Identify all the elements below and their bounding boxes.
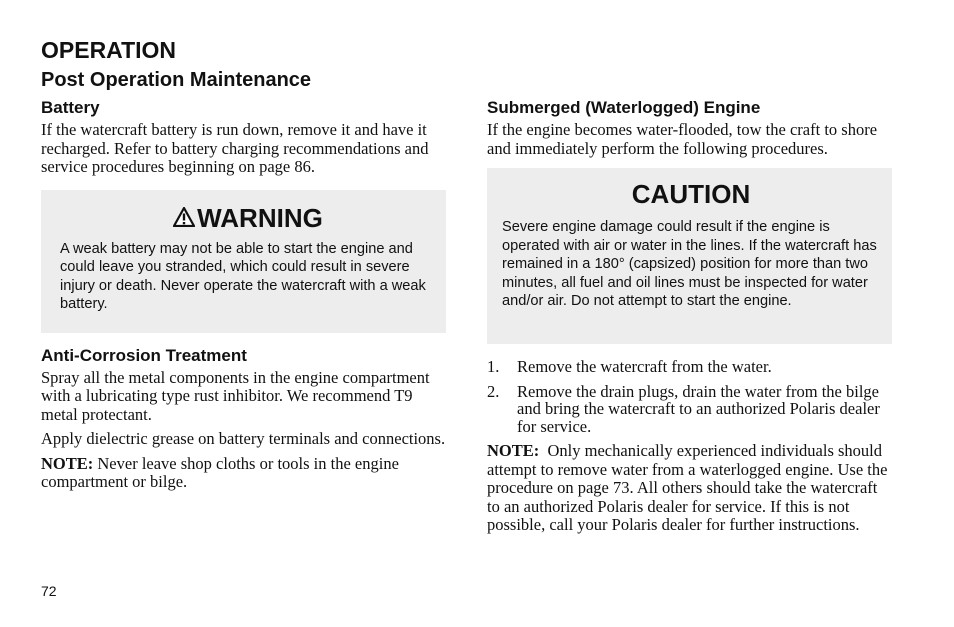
anti-corrosion-para-2: Apply dielectric grease on battery terminals and connections. bbox=[41, 429, 446, 448]
page-subtitle: Post Operation Maintenance bbox=[41, 69, 312, 91]
battery-heading: Battery bbox=[41, 98, 100, 117]
section-title: OPERATION bbox=[41, 37, 177, 63]
step-text: Remove the drain plugs, drain the water from the bilge and bring the watercraft to an authorized Polaris dealer for service. bbox=[517, 381, 880, 436]
page-number: 72 bbox=[41, 583, 57, 599]
note-label: NOTE: bbox=[41, 453, 94, 473]
note-label: NOTE: bbox=[487, 441, 540, 460]
warning-title-text: WARNING bbox=[197, 202, 323, 233]
warning-title bbox=[60, 202, 436, 234]
anti-corrosion-heading: Anti-Corrosion Treatment bbox=[41, 345, 247, 365]
warning-box bbox=[41, 190, 446, 333]
submerged-text: If the engine becomes water-flooded, tow the craft to shore and immediately perform the following procedures. bbox=[487, 120, 878, 158]
anti-corrosion-note bbox=[41, 455, 447, 492]
right-column bbox=[487, 98, 893, 541]
warning-triangle-icon bbox=[173, 202, 195, 234]
procedure-steps bbox=[487, 358, 893, 435]
submerged-note bbox=[487, 442, 893, 535]
caution-box bbox=[487, 168, 892, 344]
list-item bbox=[487, 383, 893, 436]
warning-text: A weak battery may not be able to start the engine and could leave you stranded, which could result in severe injury or death. Never operate the watercraft with a weak battery. bbox=[60, 240, 426, 313]
note-text: Only mechanically experienced individuals should attempt to remove water from a waterlogged engine. Use the procedure on page 73. All others should take the watercraft to an authorized Polaris dealer for service. If this is not possible, call your Polaris dealer for further instructions. bbox=[487, 441, 892, 534]
caution-text: Severe engine damage could result if the engine is operated with air or water in the lines. If the watercraft has remained in a 180° (capsized) position for more than two minutes, all fuel and oil lines must be inspected for water and/or air. Do not attempt to start the engine. bbox=[502, 219, 877, 310]
anti-corrosion-para-1: Spray all the metal components in the engine compartment with a lubricating type rust inhibitor. We recommend T9 metal protectant. bbox=[41, 367, 430, 424]
submerged-heading: Submerged (Waterlogged) Engine bbox=[487, 98, 761, 117]
step-text: Remove the watercraft from the water. bbox=[517, 357, 772, 376]
battery-text: If the watercraft battery is run down, remove it and have it recharged. Refer to battery charging recommendations and service procedures beginning on page 86. bbox=[41, 120, 429, 176]
caution-title: CAUTION bbox=[631, 179, 751, 209]
left-column bbox=[41, 98, 447, 498]
step-number: 2. bbox=[487, 381, 500, 401]
step-number: 1. bbox=[487, 357, 500, 376]
note-text: Never leave shop cloths or tools in the engine compartment or bilge. bbox=[41, 453, 399, 491]
list-item bbox=[487, 358, 893, 376]
